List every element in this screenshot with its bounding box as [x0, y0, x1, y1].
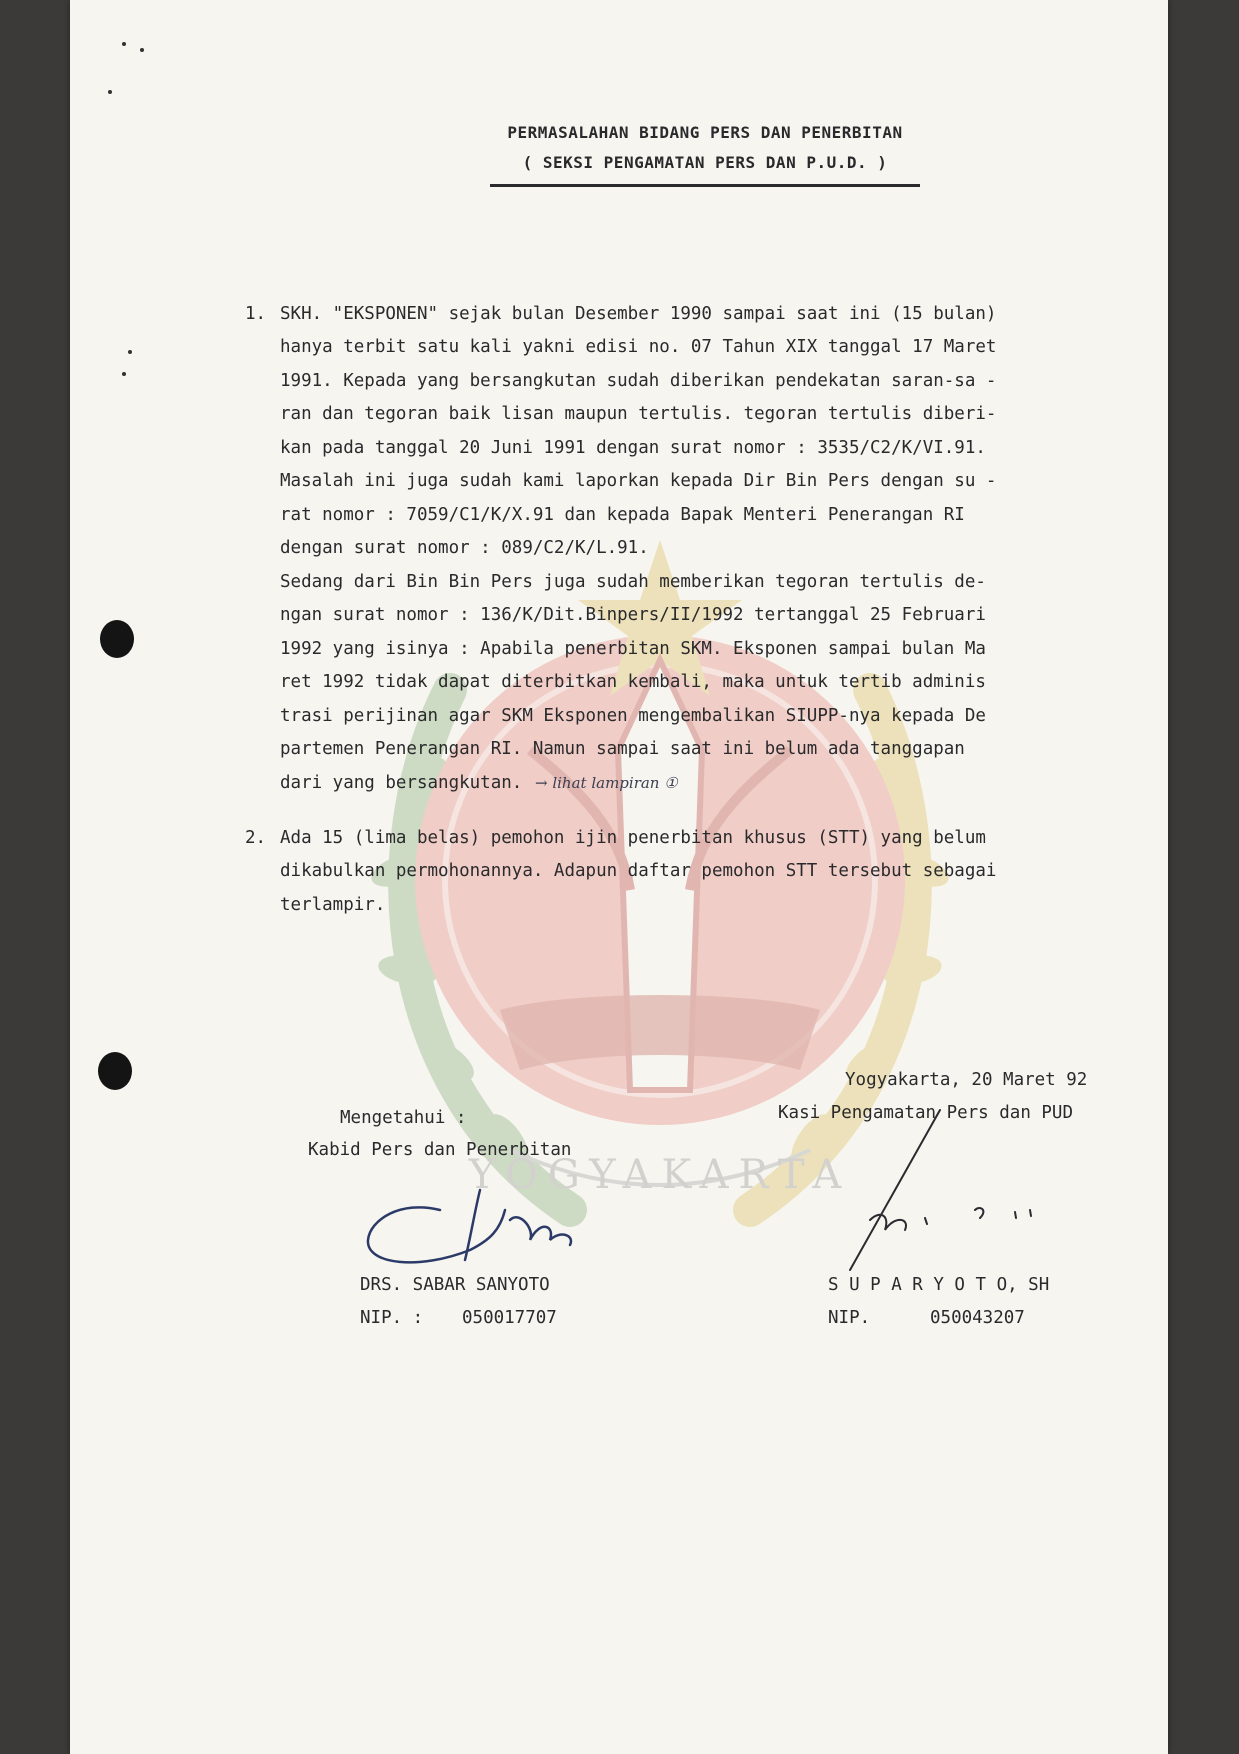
item-number: 1. — [245, 304, 267, 324]
item-line: 1991. Kepada yang bersangkutan sudah diberikan pendekatan saran-sa - — [280, 371, 997, 391]
item-line: dari yang bersangkutan. — [280, 773, 523, 793]
item-line: Sedang dari Bin Bin Pers juga sudah memberikan tegoran tertulis de- — [280, 572, 986, 592]
left-signer-position: Kabid Pers dan Penerbitan — [308, 1140, 572, 1160]
paper-speck — [122, 42, 126, 46]
paper-speck — [108, 90, 112, 94]
document-page — [70, 0, 1168, 1754]
right-signer-name: S U P A R Y O T O, SH — [828, 1275, 1050, 1295]
right-nip-label: NIP. — [828, 1308, 871, 1328]
right-signer-position: Kasi Pengamatan Pers dan PUD — [778, 1103, 1074, 1123]
title-line-1: PERMASALAHAN BIDANG PERS DAN PENERBITAN — [507, 123, 903, 142]
item-number: 2. — [245, 828, 267, 848]
list-item-1 — [245, 298, 1125, 818]
place-date: Yogyakarta, 20 Maret 92 — [845, 1070, 1088, 1090]
binder-hole-bottom — [98, 1052, 132, 1090]
paper-speck — [140, 48, 144, 52]
right-nip-value: 050043207 — [930, 1308, 1025, 1328]
title-underline — [490, 184, 920, 187]
left-acknowledge-label: Mengetahui : — [340, 1108, 467, 1128]
item-line: 1992 yang isinya : Apabila penerbitan SKM. Eksponen sampai bulan Ma — [280, 639, 986, 659]
title-line-2: ( SEKSI PENGAMATAN PERS DAN P.U.D. ) — [522, 153, 888, 172]
handwritten-note: → lihat lampiran ① — [535, 774, 678, 792]
left-signer-name: DRS. SABAR SANYOTO — [360, 1275, 550, 1295]
paper-speck — [122, 372, 126, 376]
item-line: terlampir. — [280, 895, 386, 915]
item-line: trasi perijinan agar SKM Eksponen mengembalikan SIUPP-nya kepada De — [280, 706, 986, 726]
item-line: dikabulkan permohonannya. Adapun daftar pemohon STT tersebut sebagai — [280, 861, 997, 881]
item-line: hanya terbit satu kali yakni edisi no. 07 Tahun XIX tanggal 17 Maret — [280, 337, 997, 357]
item-line: Masalah ini juga sudah kami laporkan kepada Dir Bin Pers dengan su - — [280, 471, 997, 491]
left-signature — [360, 1180, 600, 1280]
list-item-2 — [245, 822, 1125, 932]
document-title — [465, 118, 945, 187]
item-line: Ada 15 (lima belas) pemohon ijin penerbitan khusus (STT) yang belum — [280, 828, 986, 848]
item-line: ran dan tegoran baik lisan maupun tertulis. tegoran tertulis diberi- — [280, 404, 997, 424]
binder-hole-top — [100, 620, 134, 658]
watermark-text: YOGYAKARTA — [468, 1152, 852, 1198]
item-line: ngan surat nomor : 136/K/Dit.Binpers/II/1992 tertanggal 25 Februari — [280, 605, 986, 625]
right-signature — [830, 1100, 1090, 1280]
item-line: rat nomor : 7059/C1/K/X.91 dan kepada Bapak Menteri Penerangan RI — [280, 505, 965, 525]
paper-speck — [128, 350, 132, 354]
item-line: ret 1992 tidak dapat diterbitkan kembali, maka untuk tertib adminis — [280, 672, 986, 692]
left-nip-value: 050017707 — [462, 1308, 557, 1328]
item-line: partemen Penerangan RI. Namun sampai saat ini belum ada tanggapan — [280, 739, 965, 759]
left-nip-label: NIP. : — [360, 1308, 424, 1328]
item-line: kan pada tanggal 20 Juni 1991 dengan surat nomor : 3535/C2/K/VI.91. — [280, 438, 986, 458]
item-line: dengan surat nomor : 089/C2/K/L.91. — [280, 538, 649, 558]
item-line: SKH. "EKSPONEN" sejak bulan Desember 1990 sampai saat ini (15 bulan) — [280, 304, 997, 324]
